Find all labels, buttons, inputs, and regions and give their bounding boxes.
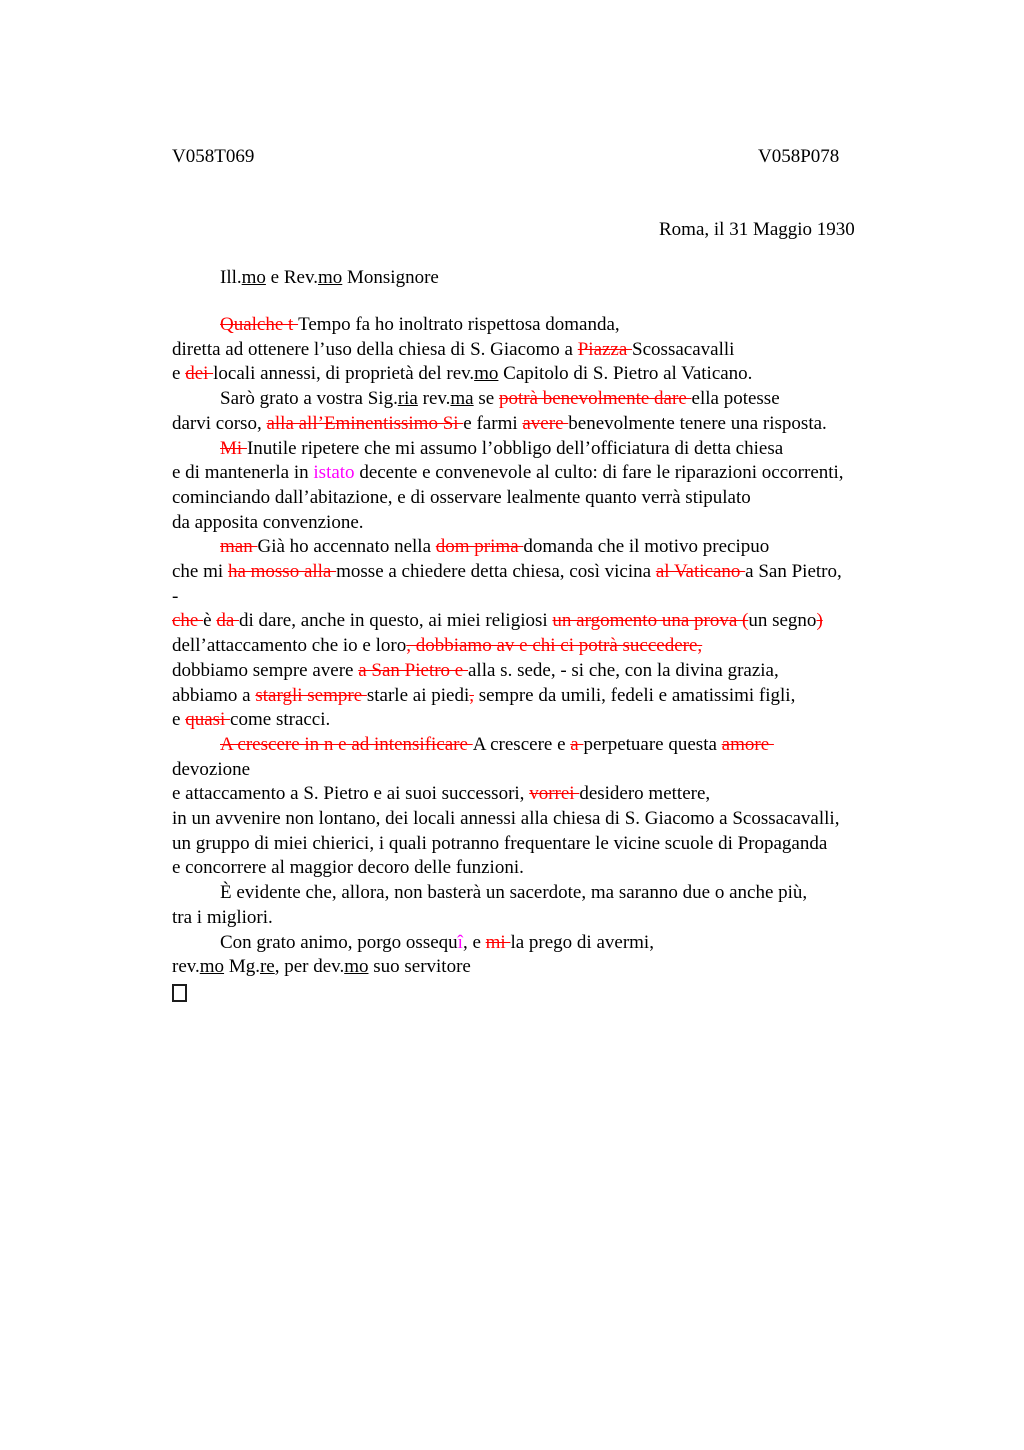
- empty-square-glyph: [172, 984, 187, 1002]
- deleted-text: ha mosso alla: [227, 561, 337, 583]
- deleted-text: A crescere in n e ad intensificare: [220, 733, 473, 755]
- text-span: Tempo fa ho inoltrato rispettosa domanda,: [298, 314, 620, 335]
- deleted-text: a San Pietro e: [358, 659, 468, 681]
- text-span: Monsignore: [342, 267, 439, 288]
- underlined-text: mo: [241, 267, 266, 288]
- text-span: e: [172, 709, 186, 731]
- text-line: [172, 708, 972, 733]
- text-line: [172, 856, 972, 881]
- text-span: Inutile ripetere che mi assumo l’obbligo dell’officiatura di detta chiesa: [246, 437, 784, 459]
- text-span: Ill.: [220, 267, 242, 288]
- text-span: un segno: [748, 610, 817, 632]
- text-span: cominciando dall’abitazione, e di osservare lealmente quanto verrà stipulato: [172, 486, 751, 508]
- text-line: [172, 758, 972, 783]
- deleted-text: amore: [721, 733, 774, 755]
- text-span: dell’attaccamento che io e loro: [172, 635, 407, 657]
- deleted-text: dom prima: [435, 536, 524, 558]
- text-line: [172, 387, 972, 412]
- inserted-text: î: [457, 931, 463, 953]
- deleted-text: da: [216, 610, 239, 632]
- deleted-text: Mi: [220, 437, 247, 459]
- deleted-text: mi: [485, 931, 511, 953]
- text-line: [172, 881, 972, 906]
- text-line: [172, 782, 972, 807]
- text-span: e farmi: [463, 412, 523, 434]
- text-span: darvi corso,: [172, 412, 267, 434]
- text-span: suo servitore: [368, 956, 471, 978]
- deleted-text: man: [220, 536, 258, 558]
- text-line: [172, 461, 972, 486]
- letter-body: [172, 313, 972, 1010]
- deleted-text: vorrei: [529, 783, 580, 805]
- text-line: [172, 931, 972, 956]
- text-line: [172, 535, 972, 560]
- text-span: , per dev.: [274, 956, 345, 978]
- deleted-text: quasi: [185, 709, 231, 731]
- text-span: abbiamo a: [172, 684, 256, 706]
- deleted-text: un argomento una prova (: [552, 610, 749, 632]
- deleted-text: Qualche t: [220, 314, 299, 335]
- deleted-text: avere: [522, 412, 569, 434]
- underlined-text: ma: [450, 388, 474, 410]
- text-span: un gruppo di miei chierici, i quali potranno frequentare le vicine scuole di Propaganda: [172, 832, 828, 854]
- deleted-text: , dobbiamo av e chi ci potrà succedere,: [406, 635, 703, 657]
- text-span: Sarò grato a vostra Sig.: [220, 388, 398, 410]
- text-span: mosse a chiedere detta chiesa, così vicina: [336, 561, 656, 583]
- underlined-text: re: [259, 956, 275, 978]
- text-span: la prego di avermi,: [510, 931, 654, 953]
- document-code-right: V058P078: [758, 146, 840, 167]
- document-code-left: V058T069: [172, 146, 255, 167]
- text-line: [172, 486, 972, 511]
- text-span: decente e convenevole al culto: di fare le riparazioni occorrenti,: [354, 462, 844, 484]
- deleted-text: al Vaticano: [655, 561, 746, 583]
- text-span: benevolmente tenere una risposta.: [568, 412, 827, 434]
- text-span: è: [203, 610, 217, 632]
- underlined-text: mo: [199, 956, 225, 978]
- text-span: e Rev.: [265, 267, 318, 288]
- text-line: [172, 807, 972, 832]
- deleted-text: dei: [185, 363, 214, 385]
- salutation-line: [220, 267, 439, 289]
- text-span: rev.: [417, 388, 451, 410]
- text-span: locali annessi, di proprietà del rev.: [213, 363, 475, 385]
- text-span: desidero mettere,: [579, 783, 711, 805]
- text-span: , e: [462, 931, 486, 953]
- text-line: [172, 659, 972, 684]
- text-span: A crescere e: [472, 733, 571, 755]
- text-line: [172, 832, 972, 857]
- underlined-text: mo: [344, 956, 369, 978]
- date-line: Roma, il 31 Maggio 1930: [659, 219, 855, 240]
- text-span: starle ai piedi: [366, 684, 470, 706]
- text-line: [172, 560, 972, 585]
- underlined-text: mo: [317, 267, 343, 288]
- text-span: e di mantenerla in: [172, 462, 314, 484]
- deleted-text: ,: [469, 684, 474, 706]
- text-line: [172, 906, 972, 931]
- text-line: [172, 733, 972, 758]
- text-line: [172, 362, 972, 387]
- text-span: domanda che il motivo precipuo: [523, 536, 770, 558]
- text-span: Con grato animo, porgo ossequ: [220, 931, 458, 953]
- text-span: a San Pietro,: [745, 561, 842, 583]
- text-span: che mi: [172, 561, 228, 583]
- text-span: dobbiamo sempre avere: [172, 659, 359, 681]
- text-span: Già ho accennato nella: [257, 536, 436, 558]
- text-span: da apposita convenzione.: [172, 511, 364, 533]
- text-line: [172, 634, 972, 659]
- text-span: e concorrere al maggior decoro delle funzioni.: [172, 857, 524, 879]
- text-span: Scossacavalli: [632, 338, 735, 360]
- text-line: [172, 955, 972, 980]
- text-span: diretta ad ottenere l’uso della chiesa di S. Giacomo a: [172, 338, 578, 360]
- text-span: sempre da umili, fedeli e amatissimi figli,: [473, 684, 796, 706]
- text-span: ella potesse: [691, 388, 780, 410]
- text-span: tra i migliori.: [172, 906, 273, 928]
- text-line: [172, 980, 972, 1010]
- text-span: e attaccamento a S. Pietro e ai suoi successori,: [172, 783, 530, 805]
- text-span: come stracci.: [230, 709, 331, 731]
- text-span: Capitolo di S. Pietro al Vaticano.: [498, 363, 753, 385]
- text-span: -: [172, 585, 179, 607]
- text-line: [172, 338, 972, 363]
- text-line: [172, 313, 972, 338]
- deleted-text: a: [570, 733, 584, 755]
- text-span: rev.: [172, 956, 200, 978]
- text-line: [172, 585, 972, 610]
- text-span: e: [172, 363, 186, 385]
- deleted-text: Piazza: [577, 338, 633, 360]
- text-span: devozione: [172, 758, 251, 780]
- text-span: perpetuare questa: [583, 733, 722, 755]
- text-line: [172, 412, 972, 437]
- deleted-text: alla all’Eminentissimo Si: [266, 412, 464, 434]
- inserted-text: istato: [313, 462, 355, 484]
- text-span: di dare, anche in questo, ai miei religiosi: [239, 610, 553, 632]
- text-span: se: [473, 388, 499, 410]
- deleted-text: ): [816, 610, 823, 632]
- text-span: in un avvenire non lontano, dei locali annessi alla chiesa di S. Giacomo a Scossacavalli,: [172, 808, 840, 830]
- deleted-text: potrà benevolmente dare: [498, 388, 692, 410]
- text-line: [172, 511, 972, 536]
- text-span: alla s. sede, - si che, con la divina grazia,: [468, 659, 779, 681]
- text-line: [172, 684, 972, 709]
- text-line: [172, 609, 972, 634]
- underlined-text: ria: [397, 388, 418, 410]
- text-span: Mg.: [224, 956, 260, 978]
- text-line: [172, 437, 972, 462]
- deleted-text: stargli sempre: [255, 684, 367, 706]
- text-span: È evidente che, allora, non basterà un sacerdote, ma saranno due o anche più,: [220, 882, 808, 904]
- underlined-text: mo: [474, 363, 499, 385]
- deleted-text: che: [172, 610, 204, 632]
